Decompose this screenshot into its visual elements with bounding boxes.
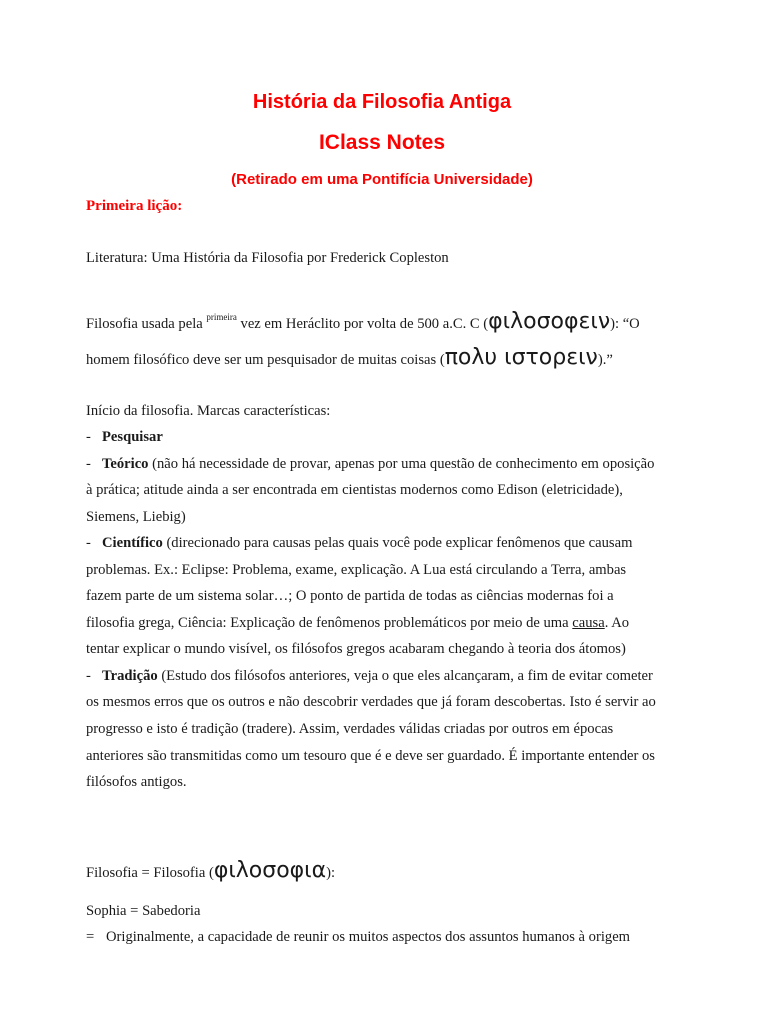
heraclito-line2-text-1: homem filosófico deve ser um pesquisador de muitas coisas (	[86, 352, 445, 368]
heraclito-line-1	[86, 311, 686, 333]
document-title: História da Filosofia Antiga	[252, 91, 512, 113]
item-dash: -	[86, 456, 91, 472]
originalmente-text: Originalmente, a capacidade de reunir os muitos aspectos dos assuntos humanos à origem	[106, 929, 631, 945]
source-note: (Retirado em uma Pontifícia Universidade)	[231, 171, 533, 188]
heraclito-text-2: vez em Heráclito por volta de 500 a.C. C (	[236, 316, 489, 332]
teorico-text-1: (não há necessidade de provar, apenas por uma questão de conhecimento em oposição	[148, 456, 655, 472]
heraclito-line2-text-2: ).”	[597, 352, 613, 368]
item-cientifico-line-1	[86, 535, 686, 552]
document-subtitle: IClass Notes	[318, 131, 446, 154]
item-dash: -	[86, 535, 91, 551]
item-cientifico-line-4	[86, 615, 686, 632]
filosofia-equation	[86, 860, 686, 882]
greek-philosophia: φιλοσοφια	[213, 858, 327, 883]
item-cientifico-line-3: fazem parte de um sistema solar…; O ponto de partida de todas as ciências modernas foi a	[86, 588, 614, 604]
sophia-line: Sophia = Sabedoria	[86, 903, 201, 919]
originalmente-line	[86, 929, 686, 946]
cientifico-text-4b: . Ao	[604, 615, 630, 631]
filosofia-text-2: ):	[326, 865, 336, 881]
item-tradicao-line-5: filósofos antigos.	[86, 774, 187, 790]
greek-philosophein: φιλοσοφειν	[488, 309, 611, 334]
tradicao-text-1: (Estudo dos filósofos anteriores, veja o que eles alcançaram, a fim de evitar cometer	[157, 668, 653, 684]
greek-polu-istorein: πολυ ιστορειν	[444, 345, 598, 370]
item-cientifico-line-2: problemas. Ex.: Eclipse: Problema, exame, explicação. A Lua está circulando a Terra, ambas	[86, 562, 627, 578]
inicio-line: Início da filosofia. Marcas características:	[86, 403, 331, 419]
filosofia-text-1: Filosofia = Filosofia (	[86, 865, 214, 881]
item-term-pesquisar: Pesquisar	[102, 429, 163, 445]
item-cientifico-line-5: tentar explicar o mundo visível, os filósofos gregos acabaram chegando à teoria dos átomos)	[86, 641, 626, 657]
superscript-primeira: primeira	[206, 312, 237, 322]
literature-line: Literatura: Uma História da Filosofia por Frederick Copleston	[86, 250, 449, 266]
equals-marker: =	[86, 929, 95, 945]
heraclito-text-1: Filosofia usada pela	[86, 316, 207, 332]
lesson-heading: Primeira lição:	[86, 198, 183, 214]
heraclito-text-3: ): “O	[610, 316, 640, 332]
item-teorico-line-1	[86, 456, 686, 473]
item-term-tradicao: Tradição	[102, 668, 158, 684]
cientifico-text-4a: filosofia grega, Ciência: Explicação de fenômenos problemáticos por meio de uma	[86, 615, 573, 631]
item-teorico-line-3: Siemens, Liebig)	[86, 509, 186, 525]
item-pesquisar	[86, 429, 686, 446]
heraclito-line-2	[86, 347, 686, 369]
item-tradicao-line-1	[86, 668, 686, 685]
item-tradicao-line-3: progresso e isto é tradição (tradere). Assim, verdades válidas criadas por outros em épocas	[86, 721, 614, 737]
item-teorico-line-2: à prática; atitude ainda a ser encontrada em cientistas modernos como Edison (eletricidade),	[86, 482, 623, 498]
item-term-cientifico: Científico	[102, 535, 163, 551]
cientifico-text-1: (direcionado para causas pelas quais você pode explicar fenômenos que causam	[162, 535, 633, 551]
item-dash: -	[86, 429, 91, 445]
item-dash: -	[86, 668, 91, 684]
item-tradicao-line-2: os mesmos erros que os outros e não descobrir verdades que já foram descobertas. Isto é servir ao	[86, 694, 656, 710]
item-tradicao-line-4: anteriores são transmitidas como um tesouro que é e deve ser guardado. É importante entender os	[86, 748, 655, 764]
item-term-teorico: Teórico	[102, 456, 149, 472]
underlined-causa: causa	[572, 615, 605, 631]
